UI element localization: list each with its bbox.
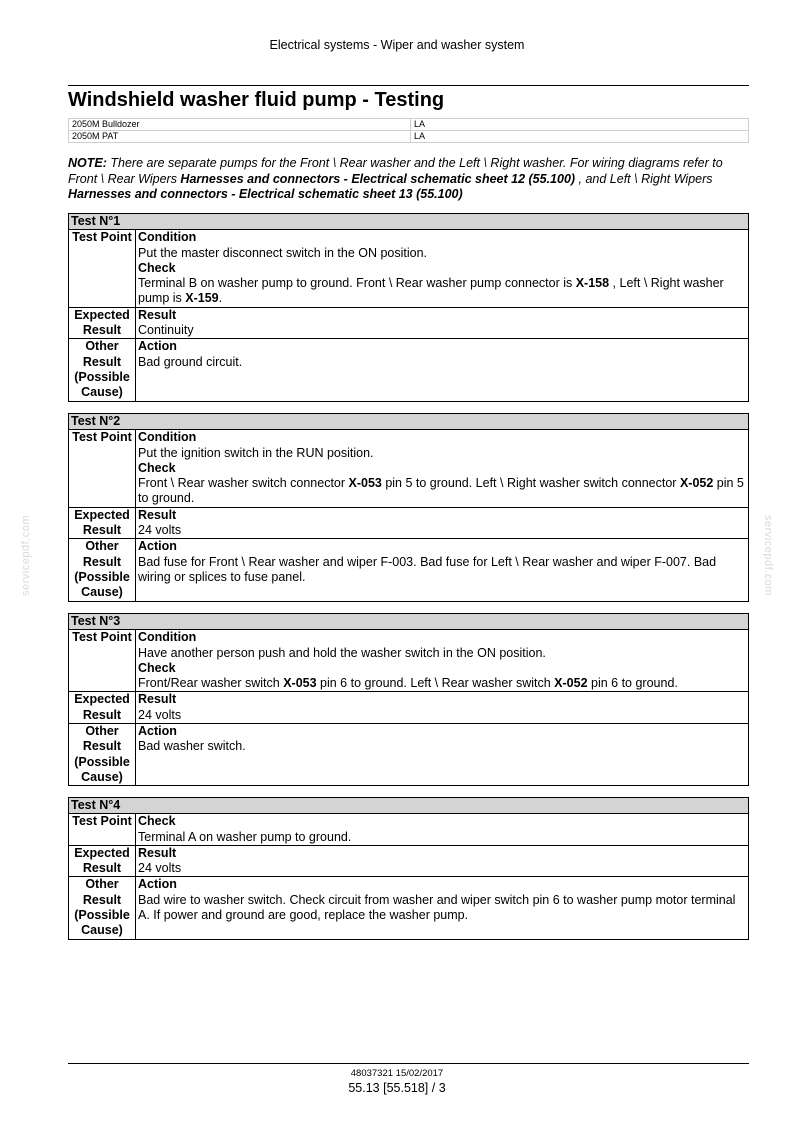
result-heading: Result [138, 307, 177, 322]
check-heading: Check [138, 660, 176, 675]
test-1-heading: Test N°1 [69, 214, 749, 230]
test-4-check: Terminal A on washer pump to ground. [138, 829, 352, 844]
test-point-label: Test Point [69, 814, 136, 846]
check-heading: Check [138, 460, 176, 475]
check-heading: Check [138, 814, 176, 829]
title-rule [68, 85, 749, 86]
test-point-label: Test Point [69, 230, 136, 307]
test-3-table [68, 613, 749, 786]
note-reference-link[interactable]: Harnesses and connectors - Electrical schematic sheet 13 (55.100) [68, 187, 463, 201]
model-table [68, 118, 749, 143]
page-header: Electrical systems - Wiper and washer system [269, 38, 525, 52]
expected-result-label: Expected Result [69, 307, 136, 339]
other-result-label: Other Result (Possible Cause) [69, 724, 136, 786]
test-3-action: Bad washer switch. [138, 739, 246, 754]
test-2-result: 24 volts [138, 523, 182, 538]
test-4-other [136, 877, 749, 939]
page-title: Windshield washer fluid pump - Testing [68, 89, 445, 111]
condition-heading: Condition [138, 430, 197, 445]
test-1-action: Bad ground circuit. [138, 354, 243, 369]
model-name: 2050M Bulldozer [69, 119, 411, 131]
footer-doc-id: 48037321 15/02/2017 [350, 1068, 444, 1079]
test-point-label: Test Point [69, 630, 136, 692]
test-1-test-point [136, 230, 749, 307]
model-region: LA [411, 119, 749, 131]
action-heading: Action [138, 539, 177, 554]
connector-ref: X-159 [185, 291, 219, 306]
action-heading: Action [138, 339, 177, 354]
connector-ref: X-052 [679, 476, 714, 491]
test-4-result: 24 volts [138, 861, 182, 876]
action-heading: Action [138, 724, 177, 739]
test-2-condition: Put the ignition switch in the RUN position. [138, 445, 374, 460]
watermark-left: servicepdf.com [20, 515, 32, 596]
note-text: , and Left \ Right Wipers [575, 171, 713, 186]
test-2-check: Front \ Rear washer switch connector X-053 pin 5 to ground. Left \ Right washer switch connector X-052 pin 5 to ground. [138, 476, 744, 506]
note-text: There are separate pumps for the Front \ Rear washer and the Left \ Right washer. For wiring diagrams refer to Front \ Rear Wipers [68, 156, 723, 186]
connector-ref: X-052 [554, 676, 588, 691]
check-heading: Check [138, 260, 176, 275]
note-label: NOTE: [68, 156, 107, 170]
test-2-table [68, 413, 749, 602]
watermark-right: servicepdf.com [762, 515, 774, 596]
test-2-other [136, 539, 749, 601]
test-1-check: Terminal B on washer pump to ground. Front \ Rear washer pump connector is X-158 , Left \ Right washer pump is X-159. [138, 276, 724, 306]
test-3-condition: Have another person push and hold the washer switch in the ON position. [138, 645, 546, 660]
test-1-expected [136, 307, 749, 339]
test-1-other [136, 339, 749, 401]
test-point-label: Test Point [69, 430, 136, 507]
test-3-test-point [136, 630, 749, 692]
expected-result-label: Expected Result [69, 692, 136, 724]
connector-ref: X-158 [575, 276, 610, 291]
expected-result-label: Expected Result [69, 845, 136, 877]
test-3-expected [136, 692, 749, 724]
connector-ref: X-053 [348, 476, 382, 491]
test-4-table [68, 797, 749, 940]
other-result-label: Other Result (Possible Cause) [69, 877, 136, 939]
note-reference-link[interactable]: Harnesses and connectors - Electrical schematic sheet 12 (55.100) [180, 171, 576, 186]
test-1-result: Continuity [138, 323, 194, 338]
test-2-action: Bad fuse for Front \ Rear washer and wiper F-003. Bad fuse for Left \ Rear washer and wiper F-007. Bad wiring or splices to fuse panel. [138, 554, 717, 584]
action-heading: Action [138, 877, 177, 892]
test-2-test-point [136, 430, 749, 507]
result-heading: Result [138, 692, 177, 707]
model-row [69, 119, 749, 131]
footer-page-number: 55.13 [55.518] / 3 [348, 1081, 446, 1095]
test-2-expected [136, 507, 749, 539]
test-4-heading: Test N°4 [69, 798, 749, 814]
test-3-check: Front/Rear washer switch X-053 pin 6 to ground. Left \ Rear washer switch X-052 pin 6 to ground. [138, 676, 678, 691]
test-3-heading: Test N°3 [69, 614, 749, 630]
test-4-expected [136, 845, 749, 877]
model-name: 2050M PAT [69, 131, 411, 143]
other-result-label: Other Result (Possible Cause) [69, 539, 136, 601]
condition-heading: Condition [138, 630, 197, 645]
note-paragraph [68, 156, 749, 203]
connector-ref: X-053 [283, 676, 317, 691]
test-3-other [136, 724, 749, 786]
model-region: LA [411, 131, 749, 143]
model-row [69, 131, 749, 143]
test-4-test-point [136, 814, 749, 846]
result-heading: Result [138, 507, 177, 522]
test-2-heading: Test N°2 [69, 414, 749, 430]
footer-rule [68, 1063, 749, 1064]
condition-heading: Condition [138, 230, 197, 245]
test-1-table [68, 213, 749, 402]
result-heading: Result [138, 845, 177, 860]
expected-result-label: Expected Result [69, 507, 136, 539]
other-result-label: Other Result (Possible Cause) [69, 339, 136, 401]
test-3-result: 24 volts [138, 707, 182, 722]
test-4-action: Bad wire to washer switch. Check circuit from washer and wiper switch pin 6 to washer pump motor terminal A. If power and ground are good, replace the washer pump. [138, 892, 736, 923]
test-1-condition: Put the master disconnect switch in the ON position. [138, 245, 428, 260]
